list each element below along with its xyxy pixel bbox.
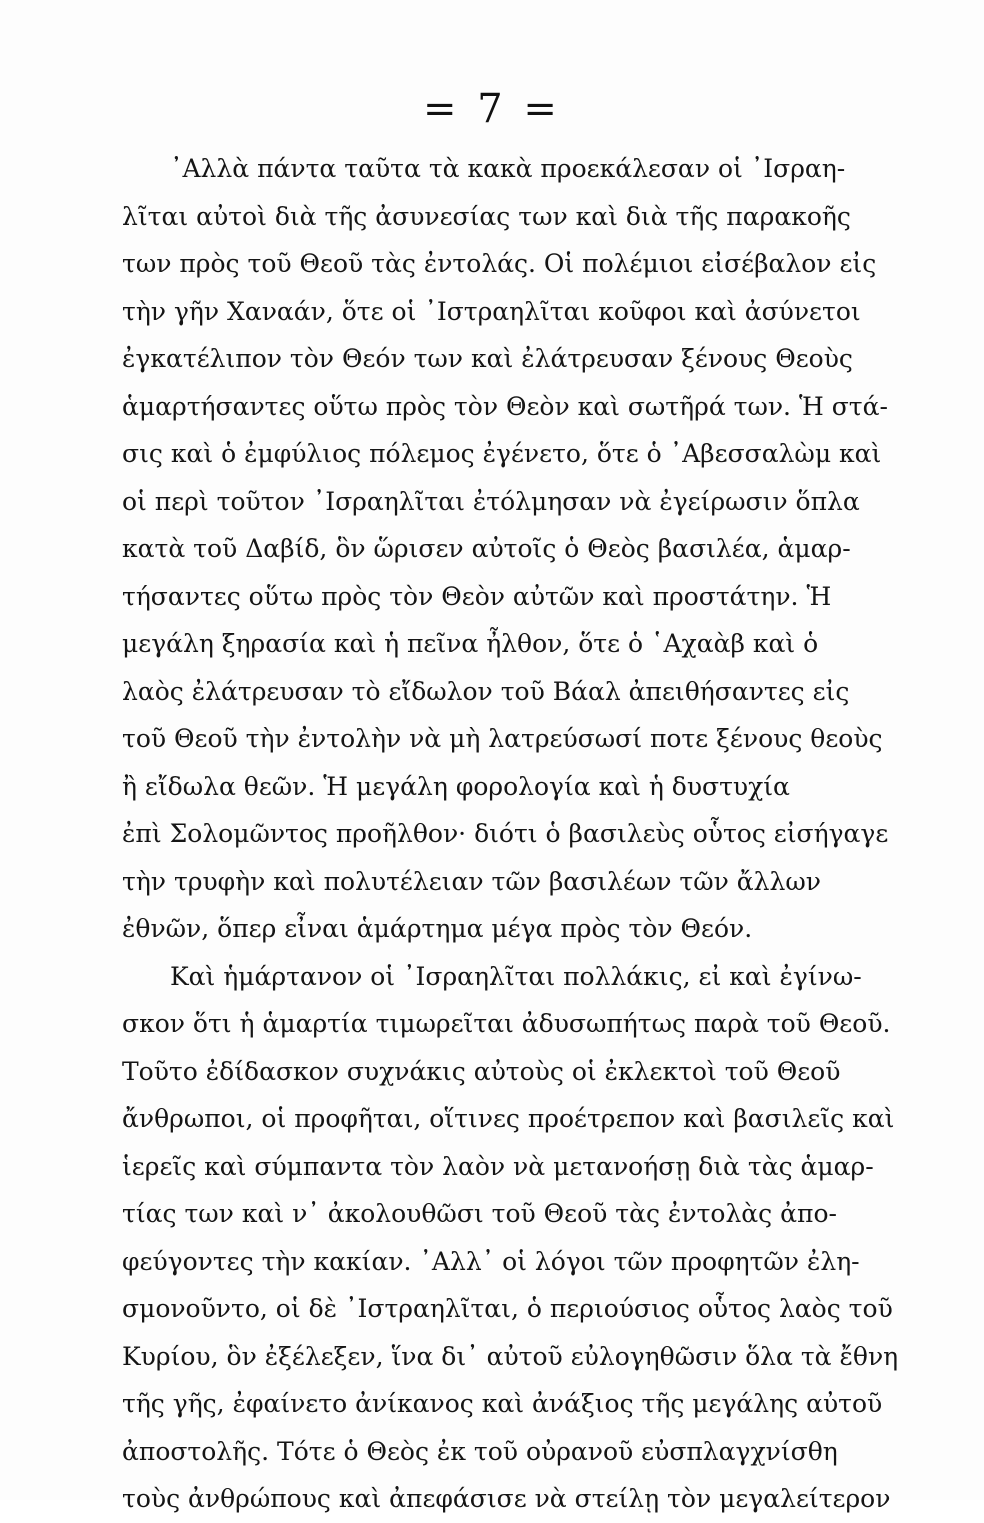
text-line: κατὰ τοῦ Δαβίδ, ὃν ὥρισεν αὐτοῖς ὁ Θεὸς βασιλέα, ἁμαρ- [122, 534, 851, 563]
text-line: ἱερεῖς καὶ σύμπαντα τὸν λαὸν νὰ μετανοήσῃ διὰ τὰς ἁμαρ- [122, 1151, 874, 1181]
body-text [122, 145, 912, 1523]
text-line: ἐπὶ Σολομῶντος προῆλθον· διότι ὁ βασιλεὺς οὗτος εἰσήγαγε [122, 819, 889, 848]
text-line: ἢ εἴδωλα θεῶν. Ἡ μεγάλη φορολογία καὶ ἡ δυστυχία [122, 771, 790, 801]
page-number: = 7 = [423, 86, 561, 132]
text-line: τοῦ Θεοῦ τὴν ἐντολὴν νὰ μὴ λατρεύσωσί ποτε ξένους θεοὺς [122, 724, 883, 753]
text-line: φεύγοντες τὴν κακίαν. ᾿Αλλ᾿ οἱ λόγοι τῶν προφητῶν ἐλη- [122, 1246, 860, 1276]
text-line: μεγάλη ξηρασία καὶ ἡ πεῖνα ἦλθον, ὅτε ὁ ῾Αχαὰβ καὶ ὁ [122, 629, 819, 658]
text-line: Τοῦτο ἐδίδασκον συχνάκις αὐτοὺς οἱ ἐκλεκτοὶ τοῦ Θεοῦ [122, 1056, 841, 1086]
text-line: Κυρίου, ὃν ἐξέλεξεν, ἵνα δι᾿ αὐτοῦ εὐλογηθῶσιν ὅλα τὰ ἔθνη [122, 1341, 899, 1371]
text-line: Καὶ ἡμάρτανον οἱ ᾿Ισραηλῖται πολλάκις, εἰ καὶ ἐγίνω- [170, 961, 862, 991]
text-line: οἱ περὶ τοῦτον ᾿Ισραηλῖται ἐτόλμησαν νὰ ἐγείρωσιν ὅπλα [122, 486, 860, 516]
text-line: τήσαντες οὕτω πρὸς τὸν Θεὸν αὐτῶν καὶ προστάτην. Ἡ [122, 581, 832, 611]
text-line: λαὸς ἐλάτρευσαν τὸ εἴδωλον τοῦ Βάαλ ἀπειθήσαντες εἰς [122, 676, 850, 706]
text-line: ἀποστολῆς. Τότε ὁ Θεὸς ἐκ τοῦ οὐρανοῦ εὐσπλαγχνίσθη [122, 1436, 838, 1466]
text-line: ἄνθρωποι, οἱ προφῆται, οἵτινες προέτρεπον καὶ βασιλεῖς καὶ [122, 1104, 895, 1133]
text-line: σκον ὅτι ἡ ἁμαρτία τιμωρεῖται ἀδυσωπήτως παρὰ τοῦ Θεοῦ. [122, 1009, 891, 1038]
text-line: τὴν γῆν Χαναάν, ὅτε οἱ ᾿Ιστραηλῖται κοῦφοι καὶ ἀσύνετοι [122, 296, 861, 326]
text-line: ἐγκατέλιπον τὸν Θεόν των καὶ ἐλάτρευσαν ξένους Θεοὺς [122, 344, 853, 373]
text-line: λῖται αὐτοὶ διὰ τῆς ἀσυνεσίας των καὶ διὰ τῆς παρακοῆς [122, 201, 851, 231]
text-line: ἁμαρτήσαντες οὕτω πρὸς τὸν Θεὸν καὶ σωτῆρά των. Ἡ στά- [122, 391, 888, 421]
text-line: σις καὶ ὁ ἐμφύλιος πόλεμος ἐγένετο, ὅτε ὁ ᾿Αβεσσαλὼμ καὶ [122, 439, 882, 468]
text-line: τὴν τρυφὴν καὶ πολυτέλειαν τῶν βασιλέων τῶν ἄλλων [122, 866, 821, 896]
text-line: τίας των καὶ ν᾿ ἀκολουθῶσι τοῦ Θεοῦ τὰς ἐντολὰς ἀπο- [122, 1199, 837, 1228]
text-line: των πρὸς τοῦ Θεοῦ τὰς ἐντολάς. Οἱ πολέμιοι εἰσέβαλον εἰς [122, 249, 877, 278]
text-line: τῆς γῆς, ἐφαίνετο ἀνίκανος καὶ ἀνάξιος τῆς μεγάλης αὐτοῦ [122, 1389, 883, 1418]
text-line: ἐθνῶν, ὅπερ εἶναι ἁμάρτημα μέγα πρὸς τὸν Θεόν. [122, 914, 753, 943]
text-line: σμονοῦντο, οἱ δὲ ᾿Ιστραηλῖται, ὁ περιούσιος οὗτος λαὸς τοῦ [122, 1294, 893, 1323]
text-line: ᾿Αλλὰ πάντα ταῦτα τὰ κακὰ προεκάλεσαν οἱ ᾿Ισραη- [170, 154, 846, 183]
text-line: τοὺς ἀνθρώπους καὶ ἀπεφάσισε νὰ στείλῃ τὸν μεγαλείτερον [122, 1484, 891, 1513]
